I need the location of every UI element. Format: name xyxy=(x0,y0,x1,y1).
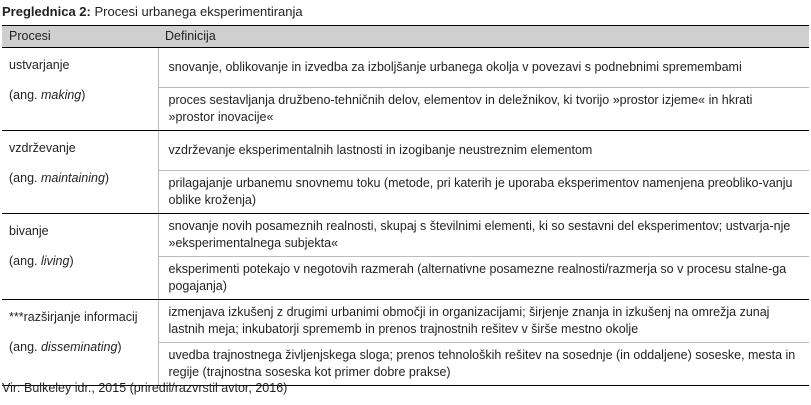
process-english xyxy=(9,339,151,356)
process-english xyxy=(9,87,151,104)
process-name: bivanje xyxy=(9,224,49,238)
definition-cell: izmenjava izkušenj z drugimi urbanimi območji in organizacijami; širjenje znanja in izkušenj na omrežja zunaj lastnih meja; inkubatorji sprememb in prenos trajnostnih rešitev v širše mestno okolje xyxy=(158,300,809,343)
process-english xyxy=(9,253,151,270)
header-process: Procesi xyxy=(2,26,158,48)
definition-cell: proces sestavljanja družbeno-tehničnih delov, elementov in deležnikov, ki tvorijo »prostor izjeme« in hkrati »prostor inovacije« xyxy=(158,88,809,131)
definition-cell: snovanje, oblikovanje in izvedba za izboljšanje urbanega okolja v povezavi s podnebnimi spremembami xyxy=(158,48,809,88)
ang-suffix: ) xyxy=(81,88,86,102)
process-cell xyxy=(2,131,158,214)
ang-term: maintaining xyxy=(40,171,105,185)
process-cell xyxy=(2,214,158,300)
table-row xyxy=(2,131,809,171)
ang-prefix: (ang. xyxy=(9,171,41,185)
ang-term: making xyxy=(40,88,82,102)
header-definition: Definicija xyxy=(158,26,809,48)
table-row xyxy=(2,300,809,343)
process-name: ustvarjanje xyxy=(9,58,70,72)
ang-suffix: ) xyxy=(117,340,122,354)
ang-prefix: (ang. xyxy=(9,340,41,354)
definition-cell: snovanje novih posameznih realnosti, skupaj s številnimi elementi, ki so sestavni del eksperimentov; ustvarja-nje »eksperimentalnega subjekta« xyxy=(158,214,809,257)
definition-cell: uvedba trajnostnega življenjskega sloga; prenos tehnoloških rešitev na sosednje (in oddaljene) soseske, mesta in regije (trajnostna soseska kot primer dobre prakse) xyxy=(158,343,809,386)
caption-label: Preglednica 2: xyxy=(2,4,91,19)
ang-term: disseminating xyxy=(40,340,118,354)
table-row xyxy=(2,48,809,88)
process-cell xyxy=(2,48,158,131)
caption-title: Procesi urbanega eksperimentiranja xyxy=(94,4,303,19)
table-header-row xyxy=(2,26,809,48)
process-cell xyxy=(2,300,158,386)
table-caption xyxy=(2,4,303,20)
table-row xyxy=(2,214,809,257)
definition-cell: eksperimenti potekajo v negotovih razmerah (alternativne posamezne realnosti/razmerja so v procesu stalne-ga pogajanja) xyxy=(158,257,809,300)
ang-suffix: ) xyxy=(69,254,74,268)
process-english xyxy=(9,170,151,187)
definition-cell: prilagajanje urbanemu snovnemu toku (metode, pri katerih je uporaba eksperimentov namenjena preobliko-vanju oblike kroženja) xyxy=(158,171,809,214)
processes-table xyxy=(2,25,809,386)
ang-suffix: ) xyxy=(104,171,110,185)
source-note: Vir: Bulkeley idr., 2015 (priredil/razvrstil avtor, 2016) xyxy=(2,381,288,395)
definition-cell: vzdrževanje eksperimentalnih lastnosti in izogibanje neustreznim elementom xyxy=(158,131,809,171)
ang-prefix: (ang. xyxy=(9,88,41,102)
ang-prefix: (ang. xyxy=(9,254,41,268)
process-name: ***razširjanje informacij xyxy=(9,310,138,324)
ang-term: living xyxy=(40,254,70,268)
process-name: vzdrževanje xyxy=(9,141,76,155)
